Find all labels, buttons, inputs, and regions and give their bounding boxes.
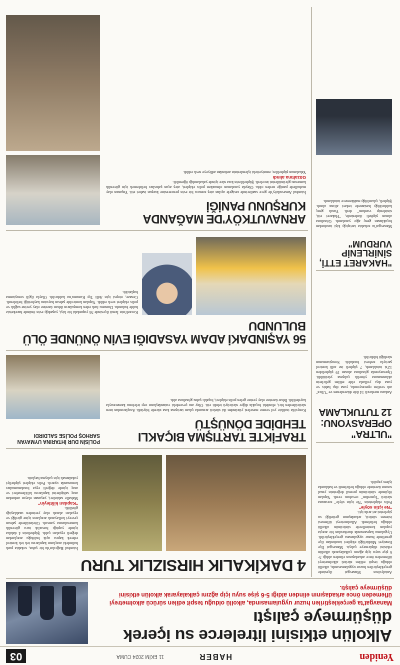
traffic-photo xyxy=(6,355,100,419)
swing-headline: "HAKARET ETTİ, SİNİRLENİP VURDUM" xyxy=(319,239,392,268)
theft-photo-2 xyxy=(82,455,162,551)
panic-body xyxy=(106,15,306,195)
operation-headline: "ULTRA" OPERASYONU: 12 TUTUKLAMA xyxy=(318,406,392,439)
swing-photo xyxy=(316,99,392,155)
lead-photo xyxy=(6,582,88,644)
lead-body xyxy=(318,447,392,575)
traffic-headline: TRAFİKTE TARTIŞMA BIÇAKLI TEHDİDE DÖNÜŞTÜ xyxy=(138,417,306,444)
panic-headline: ARNAVUTKÖY'DE MAĞANDA KURŞUNU PANİĞİ xyxy=(143,199,306,226)
panic-photo-2 xyxy=(6,15,100,151)
section-label: HABER xyxy=(198,652,232,661)
operation-body: Ankara merkezli 14 ilde düzenlenen ve "Ultra" adı verilen operasyonda, yasa dışı bahis ve yasa dışı yollarla elde edilen gelirlerin aklanmasına yönelik çalışma yürütüldü. Operasyonda gözaltına alınan 19 şüpheliden 12'si tutuklandı, 7 şüpheli ise adli kontrol şartıyla serbest bırakıldı. Soruşturmanın sürdüğü bildirildi. xyxy=(316,355,392,395)
panic-body2-text: Yakalanan şüpheliler, emniyetteki işlemlerinin ardından adliyeye sevk edildi. xyxy=(182,170,306,175)
theft-subhead: "Kapıları kilitleyin" xyxy=(37,501,78,506)
panic-subhead: Gözaltına alındı xyxy=(272,175,306,180)
lead-body-text: Antalya'nın Manavgat ilçesinde gerçekleştirilen huzur uygulamasında, alkollü olduğu tespit edilen sürücü alkolmetreyi üflemeden önce arkadaşının elinden aldığı 5-6 şişe suyu içip ağzını çalkalayarak alkolün etkisini düşürmeye çalıştı. Manavgat İlçe Emniyet Müdürlüğü ekipleri tarafından ilçe genelinde huzur uygulaması gerçekleştirildi. Uygulama kapsamında durdurulan bir araçta yapılan kontrollerde sürücünün alkollü olduğu belirlendi. Alkolmetreyi üflemesi istenen sürücü, arkadaşının getirdiği su şişelerini art arda içti. xyxy=(318,510,392,575)
panic-body-text: İstanbul Arnavutköy'de gece saatlerinde rastgele açılan ateş sonucu bir evin penceresine kurşun isabet etti. Yaşanan olay mahallede paniğe neden oldu. Olayda yaralanan olmazken polis ekipleri, ateş açan şahısları belirlemek için güvenlik kamerası görüntülerini inceledi. Şüphelilerin kısa süre içinde yakalandığı öğrenildi. xyxy=(106,180,306,195)
lead-subheadline: Manavgat'ta gerçekleştirilen huzur uygulamasında, alkollü olduğu tespit edilen sürücü alkolmetreyi üflemeden önce arkadaşının elinden aldığı 5-6 şişe suyu içip ağzını çalkalayarak alkolün etkisini düşürmeye çalıştı. xyxy=(109,584,392,605)
theft-headline: 4 DAKİKALIK HIRSIZLIK TURU xyxy=(80,556,306,573)
traffic-kicker: POLİSİN DUR İHTARINA UYMAYAN SARHOŞ POLİSE SALDIRDI xyxy=(17,432,100,444)
lead-subhead: "Ne içtin söyle" xyxy=(358,505,392,510)
traffic-body: Konya'da trafikte yol verme meselesi yüzünden iki sürücü arasında çıkan tartışma kısa sürede büyüdü. Araçlarından inen sürücülerden biri, elindeki bıçakla diğer sürücüyü tehdit etti. Olay anı çevredeki vatandaşların cep telefonu kamerasıyla kaydedildi. İhbar üzerine olay yerine gelen polis ekipleri, bıçaklı şahsı gözaltına aldı. xyxy=(106,398,306,413)
swing-body: Manavgat'ta sokakta tartıştığı kişi tarafından bıçaklanan genç ağır yaralandı. Gözaltına alınan şüpheli ifadesinde, "Hakaret etti, sinirlenip vurdum" dedi. Yaralı genç kaldırıldığı hastanede tedavi altına alındı. Şüpheli, çıkarıldığı mahkemece tutuklandı. xyxy=(316,199,392,229)
victim-headline: 56 YAŞINDAKİ ADAM YASADIĞI EVİN ÖNÜNDE ÖLÜ BULUNDU xyxy=(22,319,306,346)
victim-body: Kocaeli'nin İzmit ilçesinde 56 yaşındaki bir kişi, yaşadığı evin önünde hareketsiz halde bulundu. Durumu fark eden komşuların ihbarı üzerine olay yerine sağlık ve polis ekipleri sevk edildi. Yapılan kontrolde şahsın hayatını kaybettiği belirlendi. Cenaze, otopsi için Adli Tıp Kurumu'na kaldırıldı. Olayla ilgili soruşturma başlatıldı. xyxy=(6,290,138,315)
theft-body2-text: Mahalle sakinleri, yaşanan olayın ardından araç sahiplerini kapılarını kilitlemeleri ve araç içinde değerli eşya bırakmamaları konusunda uyardı. Polis ekipleri şüpheliyi yakalamak için çalışma başlattı. xyxy=(6,476,78,501)
page-number: 03 xyxy=(6,649,26,663)
theft-photo xyxy=(166,455,306,551)
lead-body2-text: Polis ekiplerinin "Ne içtin söyle" sorusuna sürücü "İçmedim" cevabını verdi. Yapılan ölçümde sürücünün promil değerinin yasal sınırın üzerinde olduğu belirlendi ve hakkında işlem yapıldı. xyxy=(318,480,392,505)
lead-headline: Alkolün etkisini litrelerce su içerek düşürmeye çalıştı xyxy=(123,608,392,645)
dateline: 11 EKİM 2024 CUMA xyxy=(116,653,164,659)
victim-photo xyxy=(196,237,306,315)
newspaper-logo: Yeniden xyxy=(359,651,394,662)
panic-photo xyxy=(6,155,100,225)
theft-body-text: İstanbul Bağcılar'da bir şahıs, sokakta park halindeki araçların kapılarını tek tek kontrol ederek kapısı açık bulduğu araçlardan değerli eşyaları çaldı. Şüphelinin 4 dakika içinde yaptığı hırsızlık turu güvenlik kameralarına yansıdı. Görüntülerde şahsın çevreyi kollayarak araçların içine girdiği ve eşyaları alarak olay yerinden uzaklaştığı görüldü. xyxy=(6,506,78,551)
masthead xyxy=(0,646,400,665)
victim-portrait xyxy=(142,253,192,315)
theft-body xyxy=(6,455,78,551)
